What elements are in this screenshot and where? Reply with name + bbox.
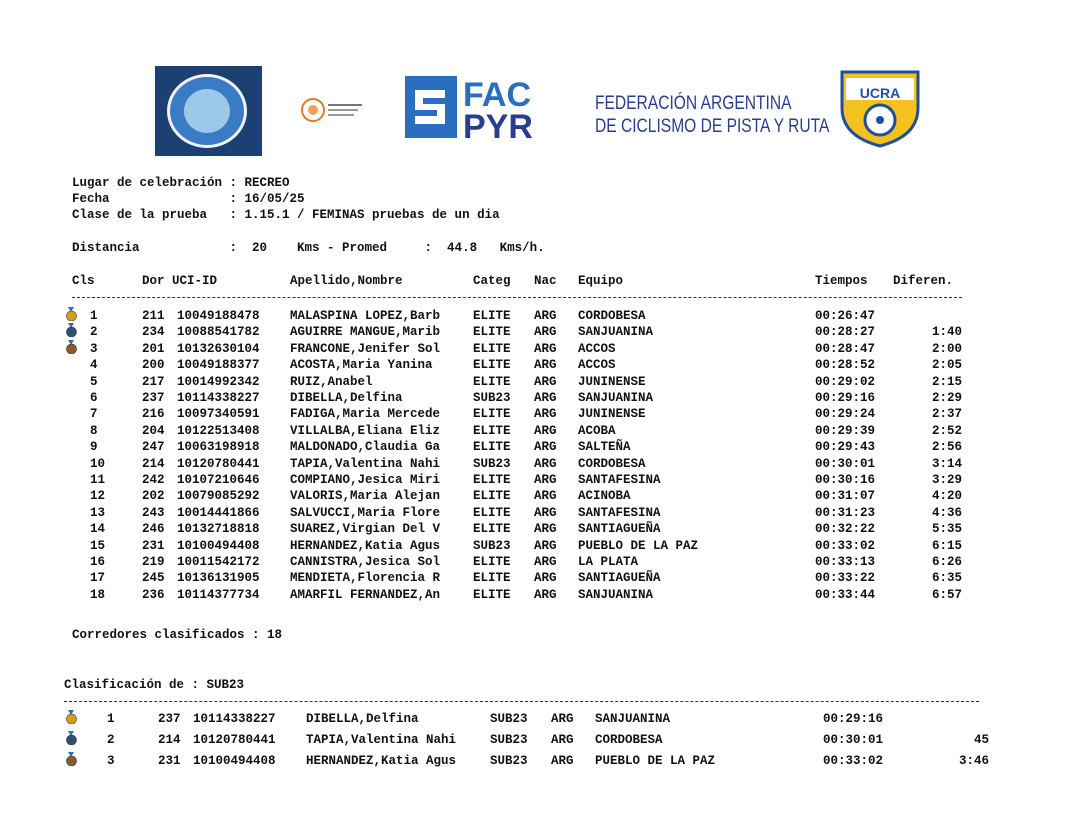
- cell-nombre: MALDONADO,Claudia Ga: [290, 440, 441, 455]
- cell-cls: 14: [90, 522, 106, 537]
- cell-uci-id: 10100494408: [177, 538, 260, 553]
- cell-diferencia: 6:57: [931, 587, 962, 602]
- cell-categ: ELITE: [473, 341, 511, 356]
- cell-nombre: COMPIANO,Jesica Miri: [290, 473, 441, 487]
- cell-dor: 214: [158, 733, 181, 747]
- cell-diferencia: 3:14: [931, 456, 962, 471]
- cell-categ: ELITE: [473, 473, 511, 487]
- table-row: [0, 375, 1079, 391]
- federation-name-line2: DE CICLISMO DE PISTA Y RUTA: [595, 116, 830, 137]
- cell-nac: ARG: [534, 571, 557, 586]
- cell-dor: 216: [142, 407, 165, 422]
- table-header: [0, 274, 1079, 290]
- cell-uci-id: 10014441866: [177, 505, 260, 520]
- cell-tiempo: 00:30:16: [815, 473, 876, 487]
- cell-nombre: AMARFIL FERNANDEZ,An: [290, 587, 441, 602]
- cell-tiempo: 00:33:22: [815, 571, 876, 586]
- cell-dor: 231: [158, 754, 181, 768]
- cell-equipo: ACCOS: [578, 341, 616, 356]
- cell-nac: ARG: [551, 712, 574, 726]
- table-row: [0, 489, 1079, 505]
- cell-uci-id: 10114338227: [193, 712, 276, 726]
- cell-tiempo: 00:33:13: [815, 555, 876, 569]
- silver-medal-icon: [64, 731, 79, 745]
- cell-categ: ELITE: [473, 309, 511, 323]
- cell-nombre: TAPIA,Valentina Nahi: [290, 456, 441, 471]
- cell-nombre: SALVUCCI,Maria Flore: [290, 505, 441, 520]
- cell-categ: ELITE: [473, 522, 511, 537]
- cell-categ: ELITE: [473, 489, 511, 504]
- cell-cls: 9: [90, 440, 98, 455]
- table-row: [0, 457, 1079, 473]
- cell-equipo: ACINOBA: [578, 489, 631, 504]
- cell-tiempo: 00:29:16: [823, 712, 884, 726]
- cell-diferencia: 3:29: [931, 473, 962, 487]
- cell-tiempo: 00:26:47: [815, 309, 876, 323]
- cell-tiempo: 00:28:27: [815, 325, 876, 340]
- cell-nombre: CANNISTRA,Jesica Sol: [290, 555, 441, 569]
- cell-uci-id: 10114377734: [177, 587, 260, 602]
- meta-lugar: Lugar de celebración : RECREO: [72, 176, 290, 190]
- cell-nombre: AGUIRRE MANGUE,Marib: [290, 325, 441, 340]
- club-logo: [155, 66, 262, 156]
- cell-categ: ELITE: [473, 325, 511, 340]
- cell-dor: 201: [142, 341, 165, 356]
- table-row: [0, 407, 1079, 423]
- cell-diferencia: 2:52: [931, 423, 962, 438]
- table-row: [0, 473, 1079, 489]
- cell-equipo: CORDOBESA: [578, 309, 646, 323]
- cell-cls: 4: [90, 358, 98, 373]
- cell-uci-id: 10107210646: [177, 473, 260, 487]
- corredores-clasificados: Corredores clasificados : 18: [72, 628, 283, 642]
- cell-diferencia: 2:00: [931, 341, 962, 356]
- cell-nac: ARG: [534, 555, 557, 569]
- cell-dor: 246: [142, 522, 165, 537]
- cell-nac: ARG: [534, 341, 557, 356]
- table-row: [0, 325, 1079, 341]
- cell-tiempo: 00:29:43: [815, 440, 876, 455]
- cell-diferencia: 2:29: [931, 391, 962, 405]
- cell-diferencia: 2:15: [931, 374, 962, 389]
- cell-nac: ARG: [534, 374, 557, 389]
- cell-nac: ARG: [534, 440, 557, 455]
- cell-cls: 12: [90, 489, 106, 504]
- cell-nac: ARG: [534, 407, 557, 422]
- cell-equipo: SANTIAGUEÑA: [578, 522, 661, 537]
- cell-categ: ELITE: [473, 423, 511, 438]
- cell-equipo: SANJUANINA: [578, 391, 654, 405]
- cell-equipo: SALTEÑA: [578, 440, 631, 455]
- cell-equipo: JUNINENSE: [578, 407, 646, 422]
- table-row: [0, 588, 1079, 604]
- cell-equipo: SANTAFESINA: [578, 505, 661, 520]
- table-row: [0, 424, 1079, 440]
- cell-nac: ARG: [551, 733, 574, 747]
- col-nac: Nac: [534, 274, 557, 288]
- cell-uci-id: 10120780441: [177, 456, 260, 471]
- cell-tiempo: 00:31:23: [815, 505, 876, 520]
- cell-nombre: ACOSTA,Maria Yanina: [290, 358, 433, 373]
- cell-uci-id: 10063198918: [177, 440, 260, 455]
- cell-nac: ARG: [534, 522, 557, 537]
- cell-cls: 10: [90, 456, 106, 471]
- table-row: [0, 506, 1079, 522]
- cell-nac: ARG: [534, 358, 557, 373]
- cell-cls: 5: [90, 374, 98, 389]
- col-nombre: Apellido,Nombre: [290, 274, 403, 288]
- cell-categ: ELITE: [473, 571, 511, 586]
- cell-equipo: SANTIAGUEÑA: [578, 571, 661, 586]
- meta-distancia: Distancia : 20 Kms - Promed : 44.8 Kms/h.: [72, 241, 545, 255]
- gold-medal-icon: [64, 710, 79, 724]
- cell-categ: SUB23: [490, 754, 528, 768]
- cell-nac: ARG: [551, 754, 574, 768]
- cell-nombre: MALASPINA LOPEZ,Barb: [290, 309, 441, 323]
- cell-nombre: RUIZ,Anabel: [290, 374, 373, 389]
- cell-categ: SUB23: [473, 538, 511, 553]
- cell-uci-id: 10132630104: [177, 341, 260, 356]
- cell-cls: 17: [90, 571, 106, 586]
- cell-dor: 236: [142, 587, 165, 602]
- cell-equipo: CORDOBESA: [578, 456, 646, 471]
- cell-equipo: JUNINENSE: [578, 374, 646, 389]
- cell-categ: ELITE: [473, 587, 511, 602]
- cell-categ: ELITE: [473, 555, 511, 569]
- table-row: [0, 754, 1079, 770]
- cell-categ: SUB23: [490, 712, 528, 726]
- cell-categ: SUB23: [490, 733, 528, 747]
- cell-categ: ELITE: [473, 440, 511, 455]
- cell-equipo: SANTAFESINA: [578, 473, 661, 487]
- cell-uci-id: 10049188478: [177, 309, 260, 323]
- cell-uci-id: 10100494408: [193, 754, 276, 768]
- cell-cls: 6: [90, 391, 98, 405]
- cell-cls: 11: [90, 473, 106, 487]
- cell-cls: 18: [90, 587, 106, 602]
- cell-dor: 202: [142, 489, 165, 504]
- col-tiempos: Tiempos: [815, 274, 868, 288]
- cell-uci-id: 10136131905: [177, 571, 260, 586]
- cell-nac: ARG: [534, 489, 557, 504]
- cell-tiempo: 00:29:16: [815, 391, 876, 405]
- cell-uci-id: 10132718818: [177, 522, 260, 537]
- cell-equipo: ACCOS: [578, 358, 616, 373]
- cell-dor: 242: [142, 473, 165, 487]
- cell-uci-id: 10088541782: [177, 325, 260, 340]
- cell-equipo: SANJUANINA: [578, 325, 654, 340]
- cell-nombre: VILLALBA,Eliana Eliz: [290, 423, 441, 438]
- cell-nombre: TAPIA,Valentina Nahi: [306, 733, 457, 747]
- cell-diferencia: 1:40: [931, 325, 962, 340]
- col-cls: Cls: [72, 274, 95, 288]
- table-row: [0, 571, 1079, 587]
- cell-cls: 15: [90, 538, 106, 553]
- cell-cls: 16: [90, 555, 106, 569]
- cell-dor: 214: [142, 456, 165, 471]
- cell-dor: 245: [142, 571, 165, 586]
- cell-dor: 247: [142, 440, 165, 455]
- bronze-medal-icon: [64, 752, 79, 766]
- col-categ: Categ: [473, 274, 511, 288]
- cell-tiempo: 00:30:01: [823, 733, 884, 747]
- cell-nac: ARG: [534, 309, 557, 323]
- cell-categ: ELITE: [473, 505, 511, 520]
- cell-diferencia: 6:35: [931, 571, 962, 586]
- cell-diferencia: 2:05: [931, 358, 962, 373]
- pyr-text: PYR: [463, 108, 533, 142]
- fac-text: FAC: [463, 76, 531, 114]
- cell-equipo: SANJUANINA: [578, 587, 654, 602]
- cell-dor: 217: [142, 374, 165, 389]
- federation-name-line1: FEDERACIÓN ARGENTINA: [595, 93, 792, 114]
- cell-dor: 243: [142, 505, 165, 520]
- cell-cls: 1: [107, 712, 115, 726]
- cell-nombre: SUAREZ,Virgian Del V: [290, 522, 441, 537]
- cell-equipo: PUEBLO DE LA PAZ: [595, 754, 716, 768]
- table-row: [0, 733, 1079, 749]
- cell-uci-id: 10014992342: [177, 374, 260, 389]
- gold-medal-icon: [64, 307, 79, 321]
- cell-nombre: HERNANDEZ,Katia Agus: [290, 538, 441, 553]
- cell-categ: ELITE: [473, 358, 511, 373]
- table-row: [0, 539, 1079, 555]
- cell-diferencia: 6:26: [931, 555, 962, 569]
- cell-equipo: SANJUANINA: [595, 712, 671, 726]
- col-equipo: Equipo: [578, 274, 624, 288]
- table-row: [0, 712, 1079, 728]
- association-logo: [300, 96, 366, 124]
- cell-nac: ARG: [534, 456, 557, 471]
- table-row: [0, 358, 1079, 374]
- cell-cls: 8: [90, 423, 98, 438]
- cell-categ: ELITE: [473, 374, 511, 389]
- ucra-text: UCRA: [859, 85, 901, 101]
- meta-fecha: Fecha : 16/05/25: [72, 192, 305, 206]
- cell-dor: 237: [142, 391, 165, 405]
- cell-dor: 211: [142, 309, 165, 323]
- cell-nac: ARG: [534, 538, 557, 553]
- cell-uci-id: 10079085292: [177, 489, 260, 504]
- cell-categ: SUB23: [473, 391, 511, 405]
- cell-nac: ARG: [534, 391, 557, 405]
- table-row: [0, 555, 1079, 571]
- bronze-medal-icon: [64, 340, 79, 354]
- cell-nac: ARG: [534, 473, 557, 487]
- table-row: [0, 391, 1079, 407]
- cell-uci-id: 10114338227: [177, 391, 260, 405]
- header-divider: [72, 297, 962, 298]
- cell-dor: 234: [142, 325, 165, 340]
- cell-equipo: CORDOBESA: [595, 733, 663, 747]
- cell-uci-id: 10049188377: [177, 358, 260, 373]
- cell-nac: ARG: [534, 325, 557, 340]
- cell-diferencia: 4:36: [931, 505, 962, 520]
- cell-nombre: VALORIS,Maria Alejan: [290, 489, 441, 504]
- cell-diferencia: 2:56: [931, 440, 962, 455]
- table-row: [0, 342, 1079, 358]
- cell-tiempo: 00:32:22: [815, 522, 876, 537]
- cell-nombre: FADIGA,Maria Mercede: [290, 407, 441, 422]
- cell-equipo: PUEBLO DE LA PAZ: [578, 538, 699, 553]
- cell-diferencia: 4:20: [931, 489, 962, 504]
- cell-cls: 1: [90, 309, 98, 323]
- cell-nac: ARG: [534, 587, 557, 602]
- fac-pyr-logo: [403, 72, 830, 142]
- cell-diferencia: 6:15: [931, 538, 962, 553]
- cell-dor: 237: [158, 712, 181, 726]
- cell-uci-id: 10011542172: [177, 555, 260, 569]
- cell-diferencia: 2:37: [931, 407, 962, 422]
- cell-nombre: FRANCONE,Jenifer Sol: [290, 341, 441, 356]
- cell-tiempo: 00:33:44: [815, 587, 876, 602]
- cell-uci-id: 10097340591: [177, 407, 260, 422]
- sub23-title: Clasificación de : SUB23: [64, 678, 245, 692]
- cell-categ: ELITE: [473, 407, 511, 422]
- cell-cls: 2: [90, 325, 98, 340]
- cell-cls: 2: [107, 733, 115, 747]
- table-row: [0, 522, 1079, 538]
- cell-tiempo: 00:28:47: [815, 341, 876, 356]
- ucra-shield-logo: [838, 68, 922, 148]
- cell-cls: 13: [90, 505, 106, 520]
- cell-nombre: HERNANDEZ,Katia Agus: [306, 754, 457, 768]
- sub23-divider: [64, 701, 979, 702]
- cell-nac: ARG: [534, 505, 557, 520]
- cell-nombre: DIBELLA,Delfina: [290, 391, 403, 405]
- cell-tiempo: 00:29:24: [815, 407, 876, 422]
- cell-diferencia: 3:46: [958, 754, 989, 768]
- cell-nombre: MENDIETA,Florencia R: [290, 571, 441, 586]
- cell-uci-id: 10122513408: [177, 423, 260, 438]
- cell-categ: SUB23: [473, 456, 511, 471]
- cell-tiempo: 00:33:02: [823, 754, 884, 768]
- cell-tiempo: 00:31:07: [815, 489, 876, 504]
- cell-tiempo: 00:29:39: [815, 423, 876, 438]
- cell-diferencia: 5:35: [931, 522, 962, 537]
- cell-cls: 3: [90, 341, 98, 356]
- cell-dor: 231: [142, 538, 165, 553]
- cell-diferencia: 45: [973, 733, 989, 747]
- cell-tiempo: 00:28:52: [815, 358, 876, 373]
- cell-uci-id: 10120780441: [193, 733, 276, 747]
- cell-dor: 200: [142, 358, 165, 373]
- cell-tiempo: 00:33:02: [815, 538, 876, 553]
- silver-medal-icon: [64, 323, 79, 337]
- col-dor-uci: Dor UCI-ID: [142, 274, 218, 288]
- cell-dor: 219: [142, 555, 165, 569]
- col-diferen: Diferen.: [893, 274, 954, 288]
- cell-tiempo: 00:29:02: [815, 374, 876, 389]
- cell-dor: 204: [142, 423, 165, 438]
- cell-equipo: ACOBA: [578, 423, 616, 438]
- table-row: [0, 440, 1079, 456]
- cell-tiempo: 00:30:01: [815, 456, 876, 471]
- table-row: [0, 309, 1079, 325]
- cell-equipo: LA PLATA: [578, 555, 639, 569]
- cell-cls: 3: [107, 754, 115, 768]
- cell-nac: ARG: [534, 423, 557, 438]
- meta-clase: Clase de la prueba : 1.15.1 / FEMINAS pruebas de un dia: [72, 208, 500, 222]
- cell-nombre: DIBELLA,Delfina: [306, 712, 419, 726]
- cell-cls: 7: [90, 407, 98, 422]
